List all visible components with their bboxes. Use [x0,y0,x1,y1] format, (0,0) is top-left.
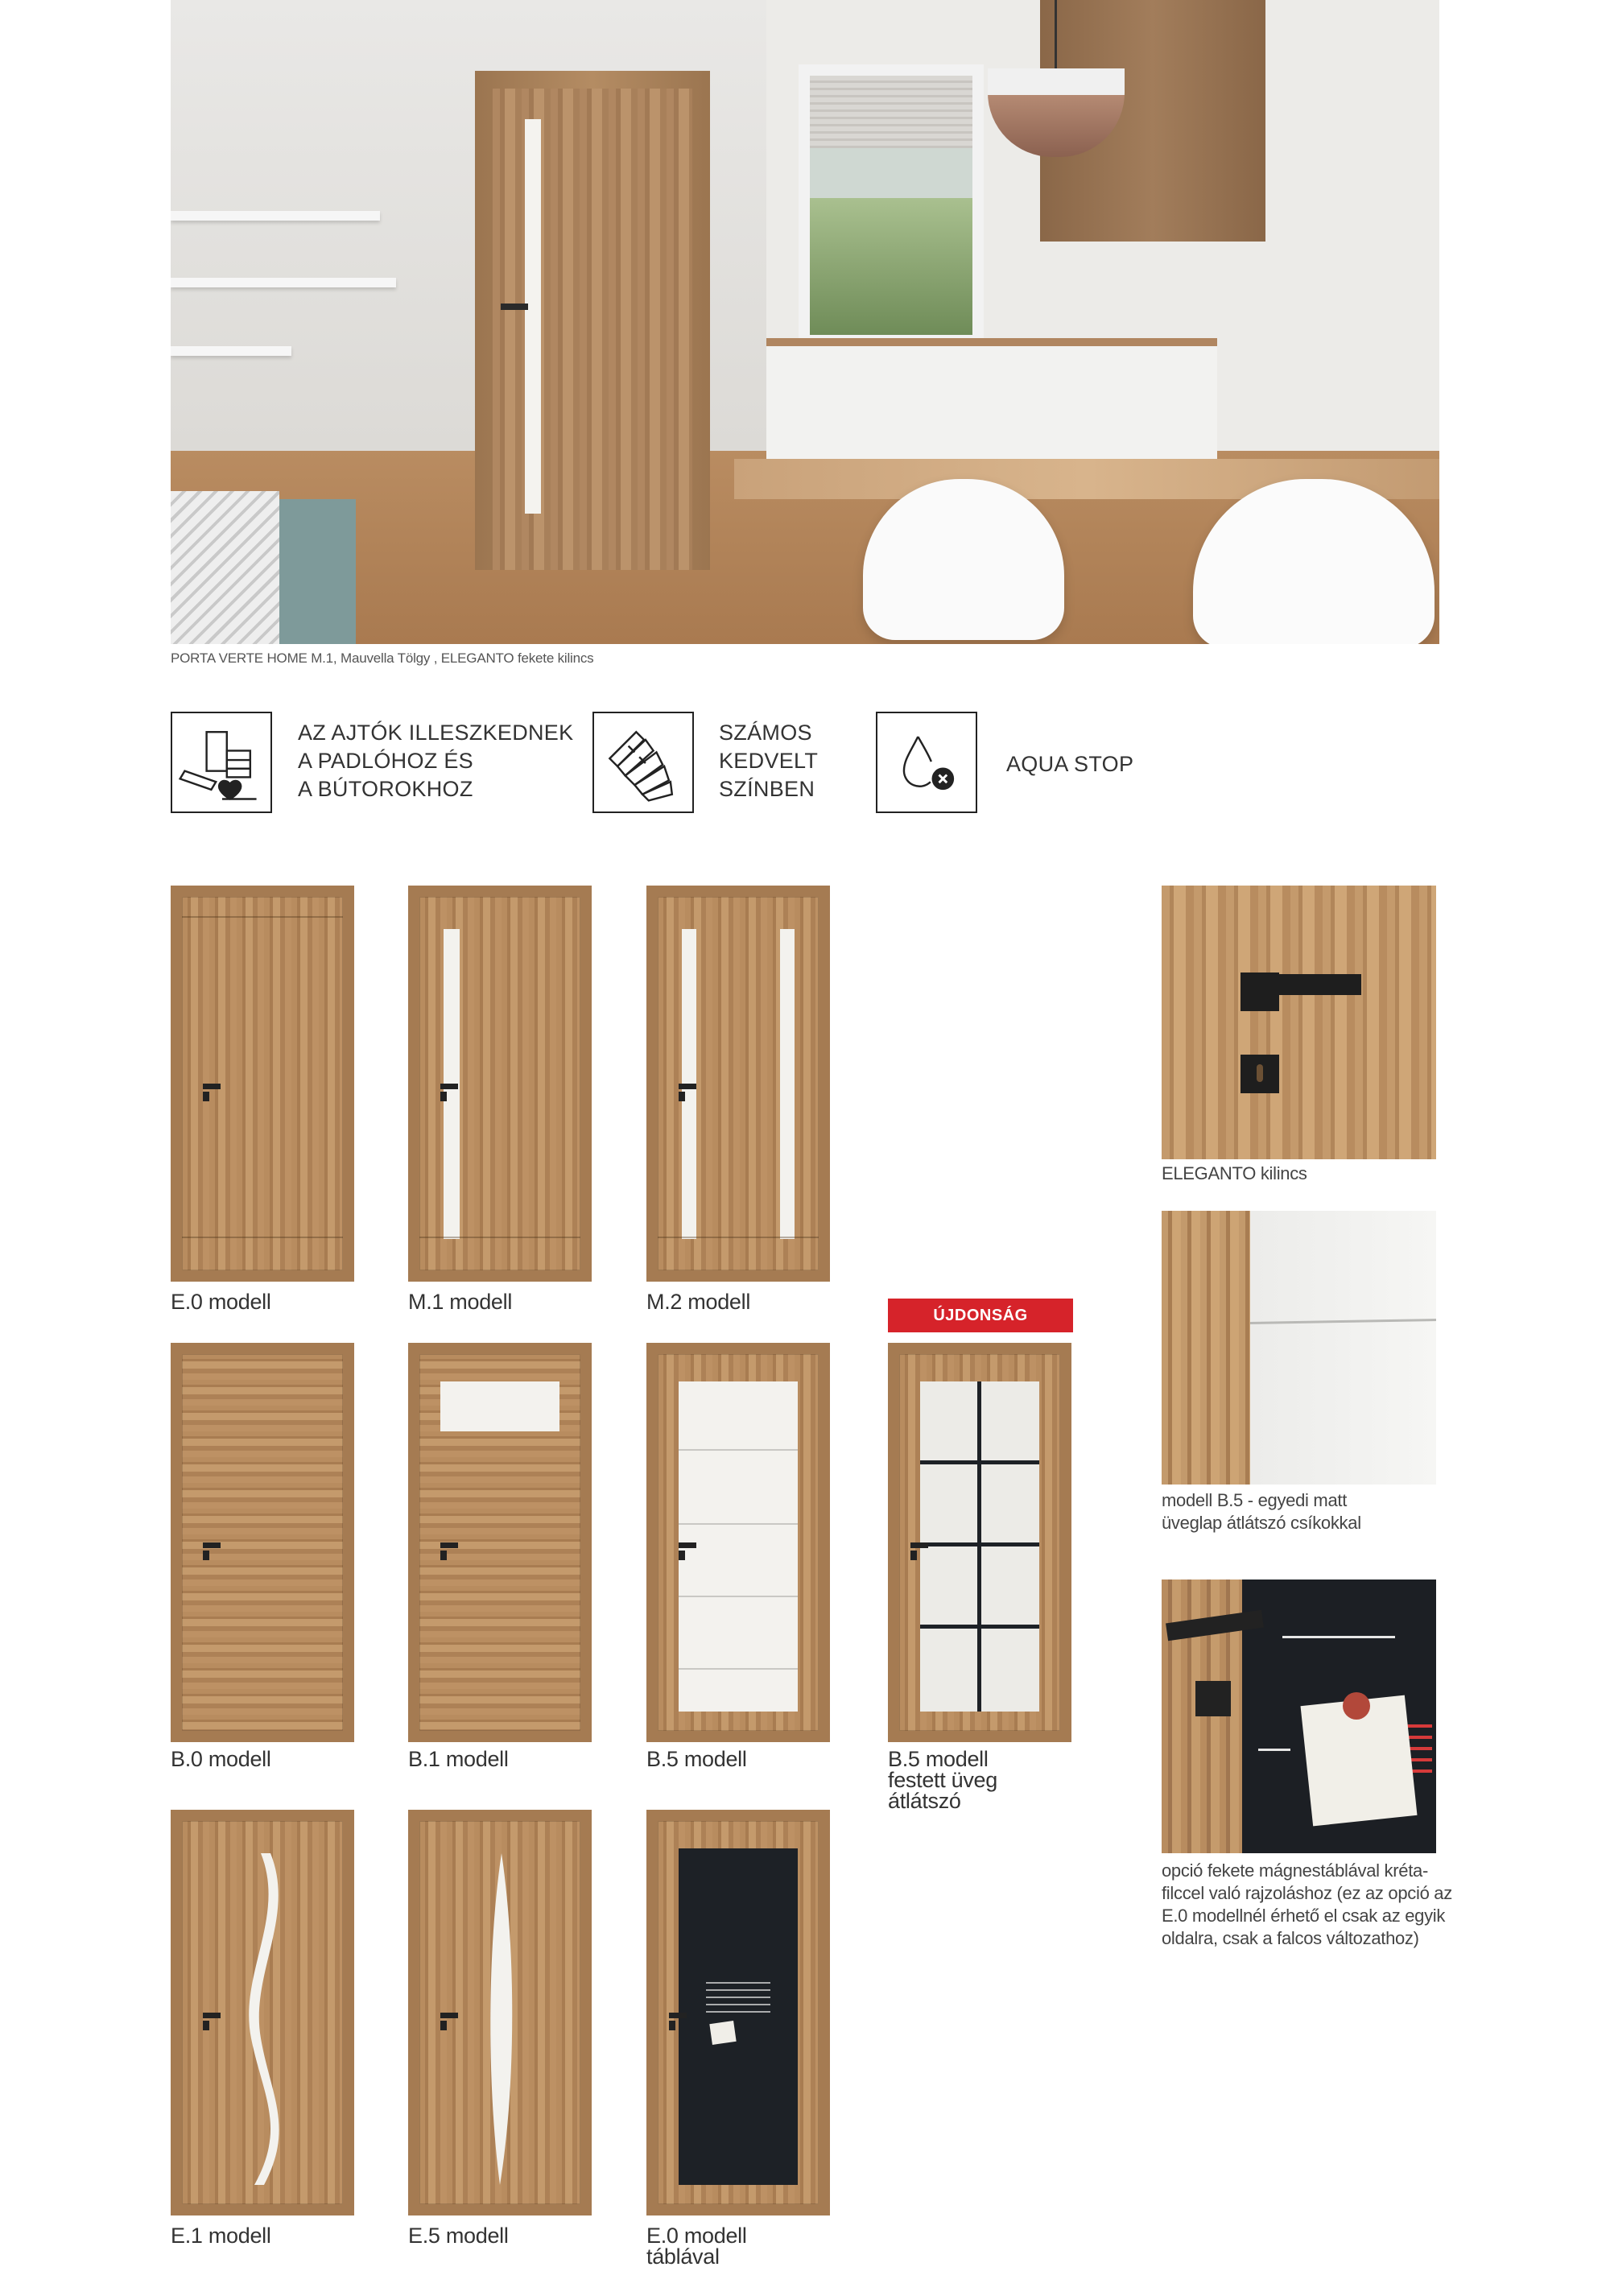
chalk-line [1282,1636,1395,1638]
door-label: E.0 modell táblával [646,2224,747,2269]
door-handle-icon [910,1542,928,1548]
door-b5-painted-glass[interactable] [888,1343,1071,1742]
knit-blanket [171,491,279,644]
door-handle-icon [440,2013,458,2018]
door-label: E.5 modell [408,2224,509,2248]
door-b0[interactable] [171,1343,354,1742]
feature-text-aquastop: AQUA STOP [1006,752,1134,776]
door-bottom-rail [658,1237,819,1270]
detail-caption: ELEGANTO kilincs [1162,1163,1307,1183]
door-label: B.0 modell [171,1747,271,1771]
window-blind [810,76,972,148]
door-e0-board[interactable] [646,1810,830,2215]
door-m1[interactable] [408,886,592,1282]
feature-text-colors: SZÁMOS KEDVELT SZÍNBEN [719,721,819,801]
wall-shelf [171,211,380,221]
chalk-line [1258,1749,1290,1751]
door-label: E.0 modell [171,1290,271,1314]
new-badge: ÚJDONSÁG [888,1299,1073,1332]
door-handle-icon [440,1084,458,1089]
door-label: B.5 modell [646,1747,747,1771]
glass-stripe [679,1668,798,1670]
door-glass-lens [489,1853,513,2185]
keyhole-escutcheon [1195,1681,1231,1716]
glass-stripe [679,1596,798,1597]
door-top-rail [182,897,343,918]
glass-stripe [679,1449,798,1451]
door-label: E.1 modell [171,2224,271,2248]
water-drop-icon [876,712,977,813]
magnet [1343,1692,1370,1720]
door-bottom-rail [182,1237,343,1270]
white-chair [1193,479,1435,644]
door-b5[interactable] [646,1343,830,1742]
door-handle-icon [679,1542,696,1548]
hero-door-glass [525,119,541,514]
door-handle-icon [203,2013,221,2018]
glass-muntin [920,1625,1039,1629]
lamp-cord [1055,0,1057,71]
detail-photo-handle [1162,886,1436,1159]
window-garden [810,198,972,335]
hero-door [493,89,692,570]
door-e0[interactable] [171,886,354,1282]
detail-caption: modell B.5 - egyedi matt üveglap átlátszó csíkokkal [1162,1490,1361,1533]
door-glass [440,1381,559,1431]
door-label: M.1 modell [408,1290,513,1314]
door-glass [679,1381,798,1712]
glass-muntin [977,1381,981,1712]
door-label: B.5 modell festett üveg átlátszó [888,1747,997,1813]
board-note [709,2021,736,2045]
glass-muntin [920,1460,1039,1464]
feature-text-fit: AZ AJTÓK ILLESZKEDNEK A PADLÓHOZ ÉS A BÚTOROKHOZ [298,721,574,801]
door-e1[interactable] [171,1810,354,2215]
door-m2[interactable] [646,886,830,1282]
detail-photo-chalkboard [1162,1580,1436,1853]
door-glass-wave [238,1853,287,2185]
color-swatches-icon [592,712,694,813]
door-bottom-rail [419,1237,580,1270]
detail-caption: opció fekete mágnestáblával kréta- filccel való rajzoláshoz (ez az opció az E.0 modellnél érhető el csak az egyik oldalra, csak a falcos változathoz) [1162,1860,1452,1948]
wall-shelf [171,346,291,356]
hero-caption: PORTA VERTE HOME M.1, Mauvella Tölgy , ELEGANTO fekete kilincs [171,650,594,666]
hero-door-handle [501,304,528,310]
door-e5[interactable] [408,1810,592,2215]
keyhole-escutcheon [1241,1055,1279,1093]
detail-photo-glass [1162,1211,1436,1485]
handle-lever [1258,974,1361,995]
door-handle-icon [669,2013,687,2018]
wall-shelf [171,278,396,287]
glass-muntin [920,1542,1039,1546]
door-label: M.2 modell [646,1290,751,1314]
white-chair [863,479,1064,640]
kitchen-counter [766,338,1217,467]
kitchen-window [799,64,984,346]
door-handle-icon [203,1542,221,1548]
door-b1[interactable] [408,1343,592,1742]
hero-photo [171,0,1439,644]
door-handle-icon [203,1084,221,1089]
door-handle-icon [679,1084,696,1089]
glass-stripe [679,1523,798,1525]
door-edge [1162,1211,1250,1485]
door-label: B.1 modell [408,1747,509,1771]
chalk-scribble [706,1982,770,2017]
door-furniture-icon [171,712,272,813]
glass-stripe [1250,1319,1436,1324]
door-handle-icon [440,1542,458,1548]
door-glass [780,929,795,1239]
